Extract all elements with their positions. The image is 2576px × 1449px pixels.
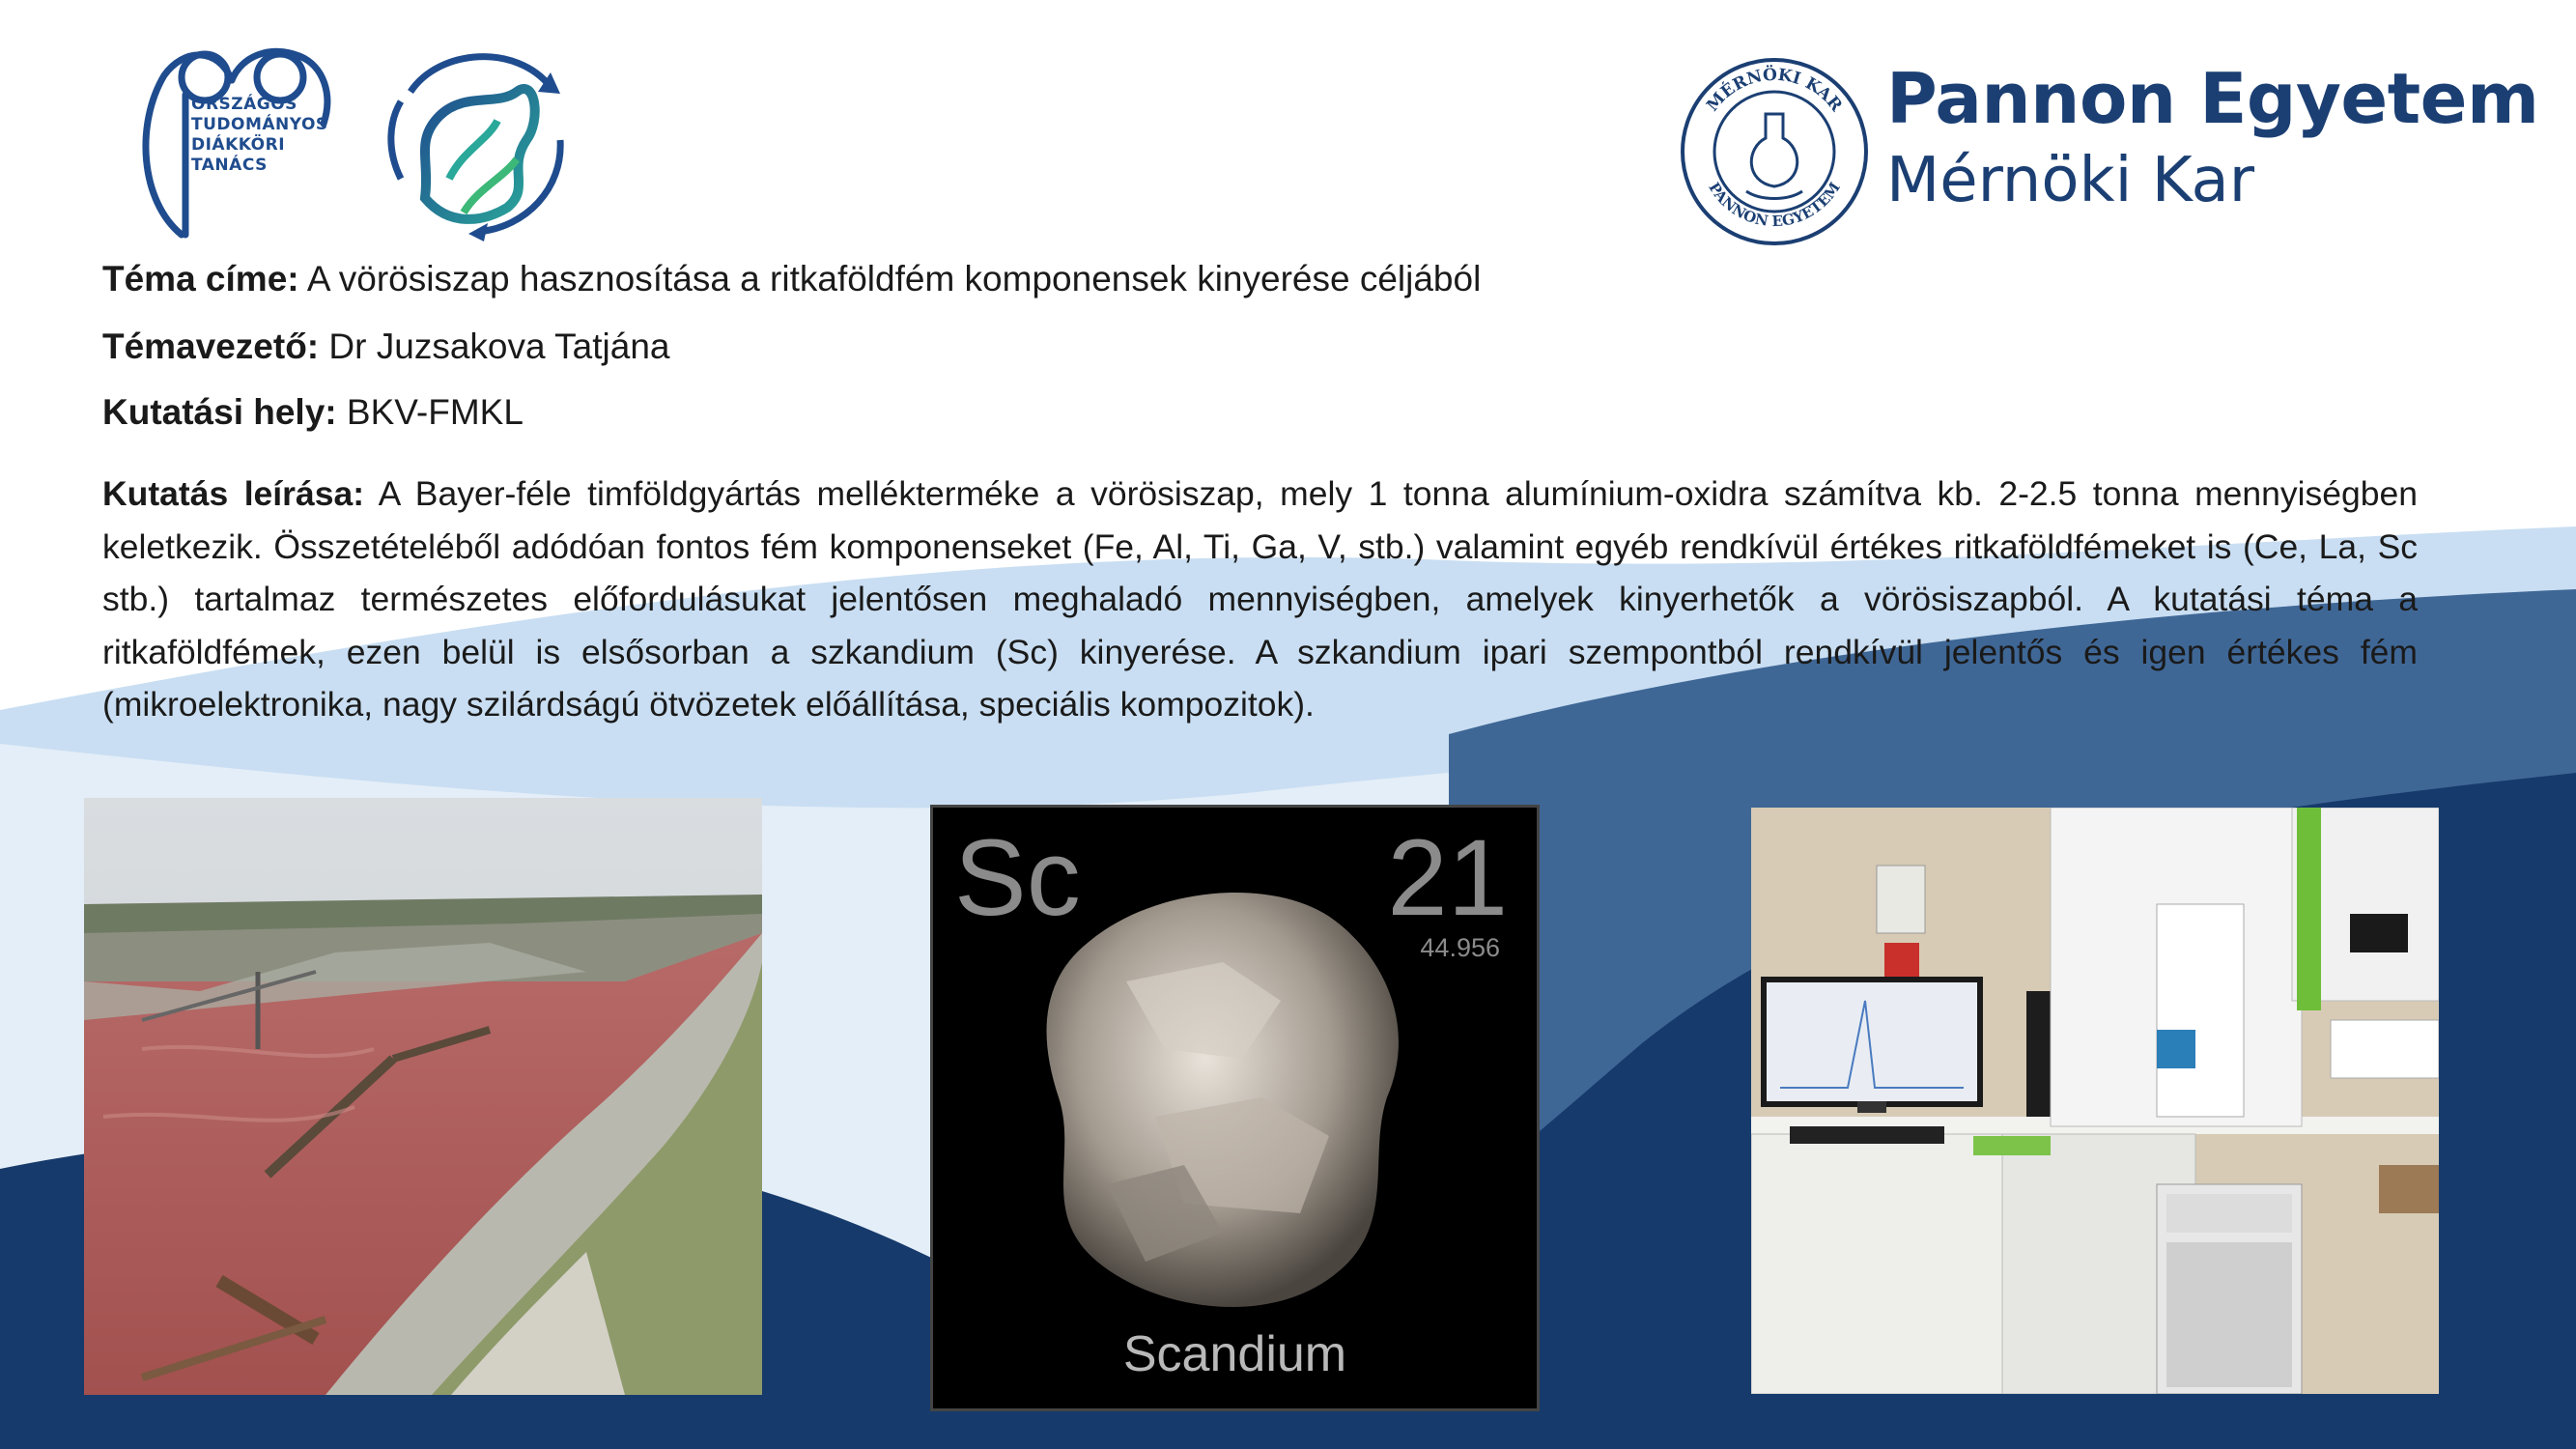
otdt-logo	[126, 37, 348, 244]
atomic-number: 21	[1387, 817, 1508, 938]
topic-value: A vörösiszap hasznosítása a ritkaföldfém komponensek kinyerése céljából	[298, 259, 1482, 298]
otdt-line-1: ORSZÁGOS	[191, 95, 297, 114]
otdt-line-2: TUDOMÁNYOS	[191, 115, 328, 134]
supervisor-label: Témavezető:	[102, 327, 320, 366]
supervisor-line	[102, 327, 669, 367]
topic-line	[102, 259, 1481, 299]
flask-seal-icon	[1679, 56, 1870, 247]
place-value: BKV-FMKL	[336, 392, 524, 432]
place-line	[102, 392, 524, 433]
topic-label: Téma címe:	[102, 259, 299, 298]
supervisor-value: Dr Juzsakova Tatjána	[319, 327, 670, 366]
seal-top-text: MÉRNÖKI KAR	[1703, 65, 1846, 116]
circular-arrows-logo	[372, 34, 584, 246]
svg-text:MÉRNÖKI KAR	[1703, 65, 1846, 116]
red-mud-reservoir-photo	[84, 798, 762, 1395]
description-paragraph	[102, 468, 2418, 731]
pannon-seal-logo	[1679, 56, 1870, 247]
atomic-mass: 44.956	[1420, 933, 1500, 962]
otdt-wordmark	[191, 95, 328, 176]
description-text: A Bayer-féle timföldgyártás mellékterméke a vörösiszap, mely 1 tonna alumínium-oxidra számítva kb. 2-2.5 tonna mennyiségben keletkezik. Összetételéből adódóan fontos fém komponenseket (Fe, Al, Ti, Ga, V, stb.) valamint egyéb rendkívül értékes ritkaföldfémeket is (Ce, La, Sc stb.) tartalmaz természetes előfordulásukat jelentősen meghaladó mennyiségben, amelyek kinyerhetők a vörösiszapból. A kutatási téma a ritkaföldfémek, ezen belül is elsősorban a szkandium (Sc) kinyerése. A szkandium ipari szempontból rendkívül jelentős és igen értékes fém (mikroelektronika, nagy szilárdságú ötvözetek előállítása, speciális kompozitok).	[102, 474, 2418, 724]
otdt-line-4: TANÁCS	[191, 156, 268, 175]
university-name: Pannon Egyetem	[1886, 58, 2539, 139]
place-label: Kutatási hely:	[102, 392, 337, 432]
seal-bottom-text: PANNON EGYETEM	[1705, 179, 1844, 231]
circular-arrows-icon	[372, 34, 584, 246]
scandium-element-card	[933, 808, 1537, 1408]
description-label: Kutatás leírása:	[102, 474, 365, 513]
element-name: Scandium	[1122, 1326, 1347, 1382]
faculty-name: Mérnöki Kar	[1886, 145, 2255, 216]
laboratory-photo	[1751, 808, 2439, 1394]
otdt-line-3: DIÁKKÖRI	[191, 135, 286, 155]
element-symbol: Sc	[954, 817, 1081, 938]
